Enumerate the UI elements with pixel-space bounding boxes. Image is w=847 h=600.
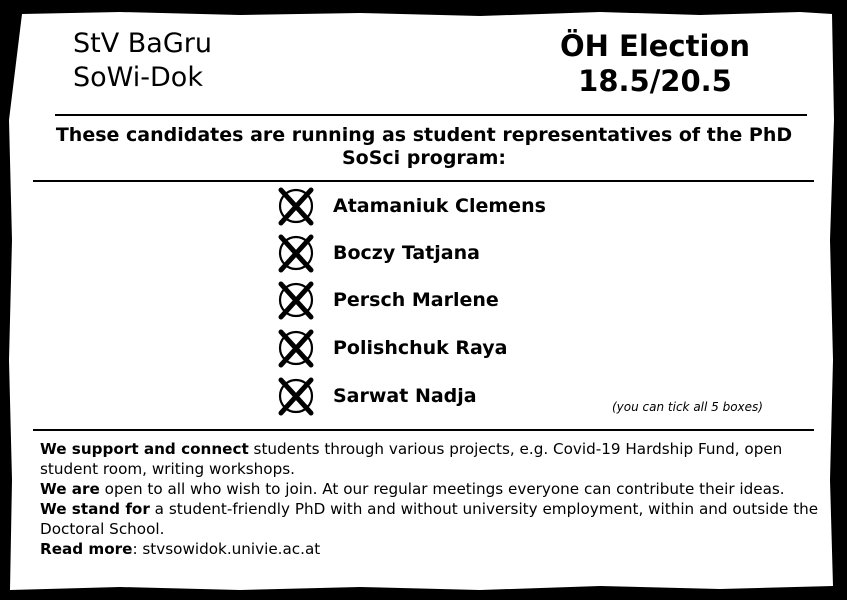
candidate-item xyxy=(276,328,507,368)
intro-text: These candidates are running as student representatives of the PhD SoSci program: xyxy=(55,124,793,169)
candidate-name: Sarwat Nadja xyxy=(333,385,477,407)
candidate-item xyxy=(276,233,480,273)
info-paragraph xyxy=(40,479,830,499)
info-paragraph xyxy=(40,539,830,559)
candidate-item xyxy=(276,280,499,320)
info-paragraph xyxy=(40,439,830,479)
info-body: open to all who wish to join. At our regular meetings everyone can contribute their ideas. xyxy=(99,480,785,498)
circle-cross-icon xyxy=(276,376,316,416)
info-lead: We support and connect xyxy=(40,440,249,458)
circle-cross-icon xyxy=(276,233,316,273)
divider-bottom xyxy=(33,429,814,431)
election-title xyxy=(545,29,765,99)
org-line-2: SoWi-Dok xyxy=(73,62,203,93)
org-line-1: StV BaGru xyxy=(73,28,212,59)
divider-candidates-top xyxy=(33,180,814,182)
candidate-name: Polishchuk Raya xyxy=(333,337,508,359)
candidate-name: Boczy Tatjana xyxy=(333,242,480,264)
organization-name xyxy=(73,27,212,95)
divider-top xyxy=(55,114,807,116)
circle-cross-icon xyxy=(276,328,316,368)
info-body: a student-friendly PhD with and without university employment, within and outside the Doctoral School. xyxy=(40,500,819,538)
info-section xyxy=(40,439,830,559)
circle-cross-icon xyxy=(276,186,316,226)
info-paragraph xyxy=(40,499,830,539)
election-line-2: 18.5/20.5 xyxy=(578,64,732,98)
info-lead: Read more xyxy=(40,540,133,558)
candidate-name: Atamaniuk Clemens xyxy=(333,195,546,217)
circle-cross-icon xyxy=(276,280,316,320)
tick-hint: (you can tick all 5 boxes) xyxy=(612,400,763,414)
info-body: students through various projects, e.g. Covid-19 Hardship Fund, open student room, writing workshops. xyxy=(40,440,783,478)
candidate-name: Persch Marlene xyxy=(333,289,499,311)
info-body: : stvsowidok.univie.ac.at xyxy=(132,540,321,558)
election-line-1: ÖH Election xyxy=(559,29,750,63)
candidate-item xyxy=(276,376,477,416)
info-lead: We are xyxy=(40,480,100,498)
info-lead: We stand for xyxy=(40,500,150,518)
candidate-item xyxy=(276,186,546,226)
